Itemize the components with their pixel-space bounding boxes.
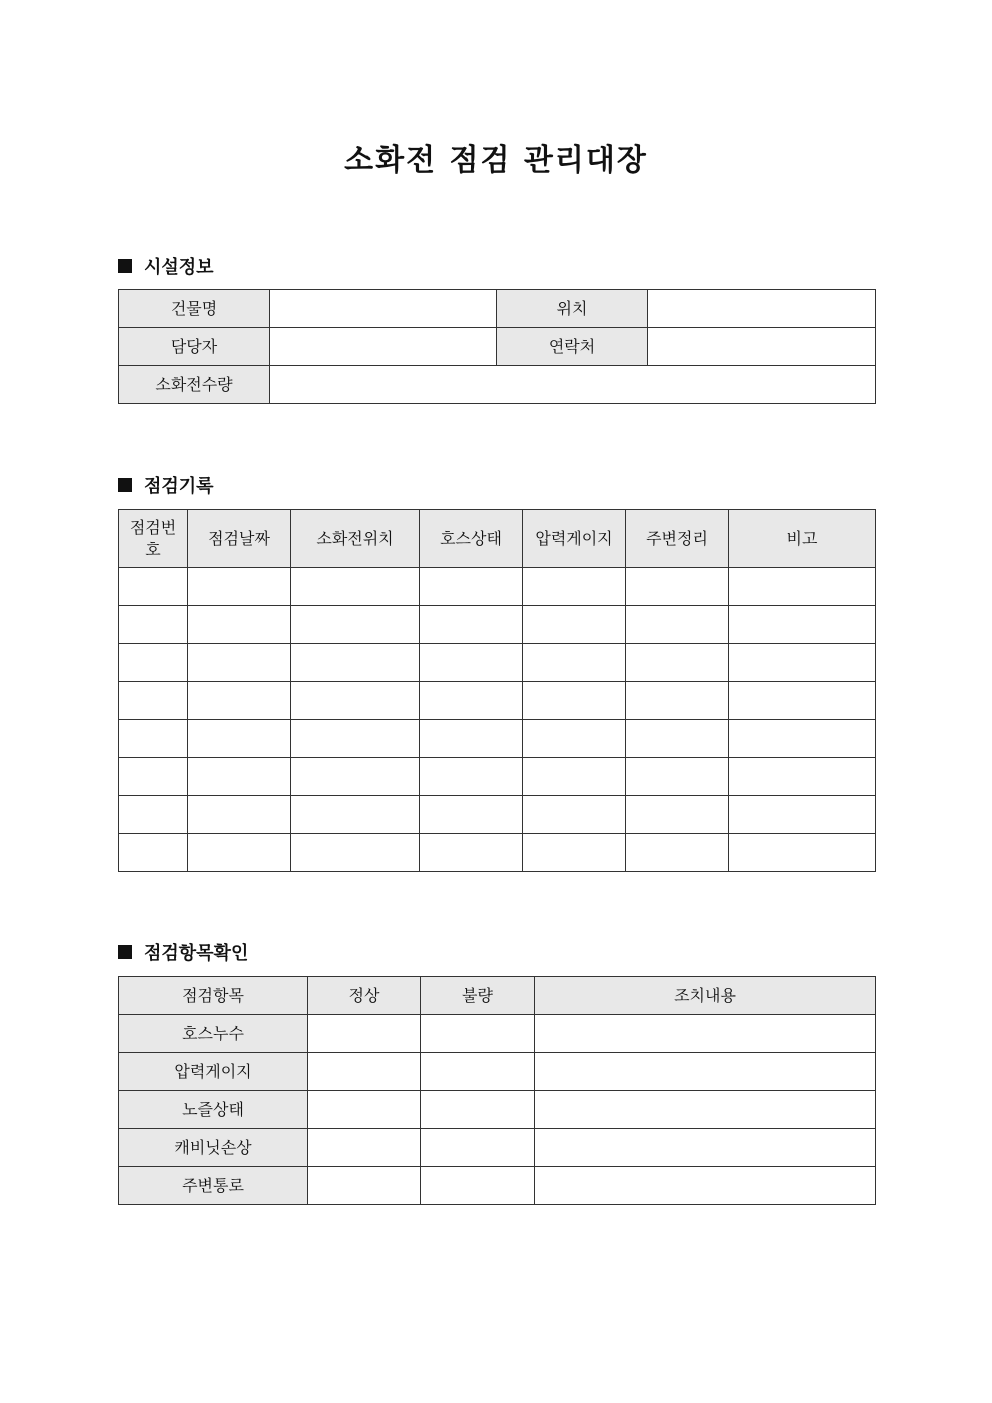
record-cell[interactable] [523,720,626,758]
defective-cell[interactable] [421,1053,535,1091]
record-cell[interactable] [188,568,291,606]
table-row [119,644,876,682]
normal-cell[interactable] [308,1167,421,1205]
action-cell[interactable] [535,1091,876,1129]
header-defective: 불량 [421,977,535,1015]
record-cell[interactable] [626,682,729,720]
record-cell[interactable] [420,720,523,758]
record-cell[interactable] [188,834,291,872]
record-cell[interactable] [119,758,188,796]
normal-cell[interactable] [308,1015,421,1053]
section-facility-title: 시설정보 [144,257,214,278]
record-cell[interactable] [119,606,188,644]
check-item-label: 노즐상태 [119,1091,308,1129]
record-cell[interactable] [188,796,291,834]
header-inspection-number: 점검번호 [119,510,188,568]
record-cell[interactable] [188,644,291,682]
normal-cell[interactable] [308,1129,421,1167]
table-row [119,758,876,796]
action-cell[interactable] [535,1053,876,1091]
section-records-heading [118,472,214,498]
header-inspection-date: 점검날짜 [188,510,291,568]
records-header-row [119,510,876,568]
record-cell[interactable] [188,758,291,796]
record-cell[interactable] [523,682,626,720]
record-cell[interactable] [119,796,188,834]
table-row [119,1015,876,1053]
record-cell[interactable] [291,606,420,644]
header-remarks: 비고 [729,510,876,568]
contact-label: 연락처 [497,328,648,366]
manager-field[interactable] [270,328,497,366]
table-row [119,1129,876,1167]
record-cell[interactable] [729,758,876,796]
record-cell[interactable] [291,720,420,758]
check-item-label: 주변통로 [119,1167,308,1205]
table-row [119,720,876,758]
section-checklist-title: 점검항목확인 [144,943,249,964]
defective-cell[interactable] [421,1015,535,1053]
hydrant-count-field[interactable] [270,366,876,404]
action-cell[interactable] [535,1129,876,1167]
header-hydrant-location: 소화전위치 [291,510,420,568]
record-cell[interactable] [119,682,188,720]
location-label: 위치 [497,290,648,328]
record-cell[interactable] [626,568,729,606]
record-cell[interactable] [420,568,523,606]
action-cell[interactable] [535,1015,876,1053]
table-row [119,1053,876,1091]
record-cell[interactable] [119,720,188,758]
location-field[interactable] [648,290,876,328]
header-action-taken: 조치내용 [535,977,876,1015]
record-cell[interactable] [729,568,876,606]
record-cell[interactable] [420,834,523,872]
record-cell[interactable] [523,606,626,644]
record-cell[interactable] [729,682,876,720]
records-table [118,509,876,872]
building-name-field[interactable] [270,290,497,328]
normal-cell[interactable] [308,1053,421,1091]
header-check-item: 점검항목 [119,977,308,1015]
table-row [119,796,876,834]
table-row [119,682,876,720]
header-hose-condition: 호스상태 [420,510,523,568]
record-cell[interactable] [291,834,420,872]
facility-table [118,289,876,404]
action-cell[interactable] [535,1167,876,1205]
record-cell[interactable] [729,796,876,834]
checklist-table [118,976,876,1205]
normal-cell[interactable] [308,1091,421,1129]
record-cell[interactable] [729,644,876,682]
hydrant-count-label: 소화전수량 [119,366,270,404]
record-cell[interactable] [291,568,420,606]
record-cell[interactable] [119,644,188,682]
checklist-header-row [119,977,876,1015]
manager-label: 담당자 [119,328,270,366]
defective-cell[interactable] [421,1167,535,1205]
record-cell[interactable] [626,758,729,796]
record-cell[interactable] [420,758,523,796]
check-item-label: 호스누수 [119,1015,308,1053]
record-cell[interactable] [188,606,291,644]
table-row [119,568,876,606]
record-cell[interactable] [523,834,626,872]
record-cell[interactable] [626,720,729,758]
contact-field[interactable] [648,328,876,366]
table-row [119,606,876,644]
square-bullet-icon [118,259,132,273]
section-checklist-heading [118,939,248,965]
table-row [119,1167,876,1205]
record-cell[interactable] [729,606,876,644]
header-surroundings: 주변정리 [626,510,729,568]
header-normal: 정상 [308,977,421,1015]
record-cell[interactable] [420,606,523,644]
record-cell[interactable] [291,644,420,682]
record-cell[interactable] [626,796,729,834]
header-pressure-gauge: 압력게이지 [523,510,626,568]
check-item-label: 캐비닛손상 [119,1129,308,1167]
record-cell[interactable] [626,606,729,644]
record-cell[interactable] [119,834,188,872]
defective-cell[interactable] [421,1091,535,1129]
check-item-label: 압력게이지 [119,1053,308,1091]
square-bullet-icon [118,478,132,492]
record-cell[interactable] [420,682,523,720]
section-facility-heading [118,253,214,279]
record-cell[interactable] [420,644,523,682]
building-name-label: 건물명 [119,290,270,328]
record-cell[interactable] [119,568,188,606]
record-cell[interactable] [188,720,291,758]
record-cell[interactable] [523,568,626,606]
record-cell[interactable] [523,758,626,796]
table-row [119,1091,876,1129]
table-row [119,834,876,872]
record-cell[interactable] [626,834,729,872]
page-title: 소화전 점검 관리대장 [344,143,648,178]
record-cell[interactable] [420,796,523,834]
record-cell[interactable] [291,758,420,796]
record-cell[interactable] [291,682,420,720]
square-bullet-icon [118,945,132,959]
section-records-title: 점검기록 [144,476,214,497]
record-cell[interactable] [626,644,729,682]
record-cell[interactable] [729,834,876,872]
record-cell[interactable] [291,796,420,834]
record-cell[interactable] [188,682,291,720]
record-cell[interactable] [523,796,626,834]
record-cell[interactable] [523,644,626,682]
defective-cell[interactable] [421,1129,535,1167]
record-cell[interactable] [729,720,876,758]
